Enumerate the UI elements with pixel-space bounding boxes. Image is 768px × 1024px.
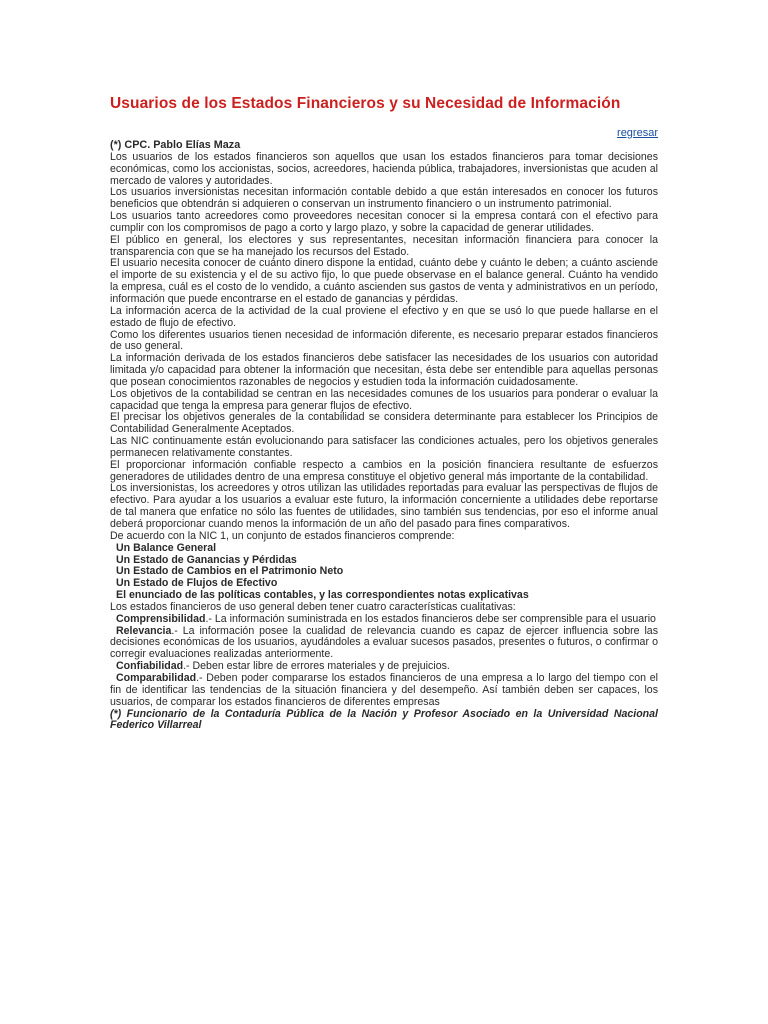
characteristic-term: Confiabilidad bbox=[116, 660, 184, 673]
paragraph: Los objetivos de la contabilidad se centran en las necesidades comunes de los usuarios para ponderar o evaluar la capacidad que tenga la empresa para generar flujos de efectivo. bbox=[110, 387, 658, 412]
list-item: El enunciado de las políticas contables, y las correspondientes notas explicativas bbox=[116, 589, 529, 602]
paragraph: Los estados financieros de uso general deben tener cuatro características cualitativas: bbox=[110, 600, 516, 613]
article-body bbox=[110, 140, 658, 732]
paragraph: Los usuarios de los estados financieros son aquellos que usan los estados financieros para tomar decisiones económicas, como los accionistas, socios, acreedores, hacienda pública, trabajadores, inversionistas que acuden al mercado de valores y autoridades. bbox=[110, 150, 658, 187]
list-item: Un Balance General bbox=[116, 541, 217, 554]
characteristic-term: Relevancia bbox=[116, 624, 172, 637]
paragraph: Los usuarios tanto acreedores como proveedores necesitan conocer si la empresa contará con el efectivo para cumplir con los compromisos de pago a corto y largo plazo, y sobre la capacidad de generar utilidades. bbox=[110, 210, 658, 234]
author-line: (*) CPC. Pablo Elías Maza bbox=[110, 139, 241, 151]
paragraph: Los usuarios inversionistas necesitan información contable debido a que están interesados en conocer los futuros beneficios que obtendrán si adquieren o conservan un instrumento financiero o un instrumento patrimonial. bbox=[110, 186, 658, 211]
paragraph: El proporcionar información confiable respecto a cambios en la posición financiera resultante de esfuerzos generadores de utilidades dentro de una empresa constituye el objetivo general más importante de la contabilidad. bbox=[110, 458, 658, 483]
characteristic-text: .- La información suministrada en los estados financieros debe ser comprensible para el usuario bbox=[205, 612, 656, 625]
characteristic-term: Comparabilidad bbox=[116, 671, 197, 684]
characteristic-text: .- La información posee la cualidad de relevancia cuando es capaz de ejercer influencia sobre las decisiones económicas de los usuarios, ayudándoles a evaluar sucesos pasados, presentes o futuros, o confirmar o corregir evaluaciones realizadas anteriormente. bbox=[110, 624, 658, 661]
list-item: Un Estado de Ganancias y Pérdidas bbox=[116, 553, 297, 566]
paragraph: De acuerdo con la NIC 1, un conjunto de estados financieros comprende: bbox=[110, 529, 455, 542]
paragraph: La información acerca de la actividad de la cual proviene el efectivo y en que se usó lo que puede hallarse en el estado de flujo de efectivo. bbox=[110, 304, 658, 329]
paragraph: El usuario necesita conocer de cuánto dinero dispone la entidad, cuánto debe y cuánto le deben; a cuánto asciende el importe de su existencia y el de su activo fijo, lo que puede observase en el balance general. Cuánto ha vendido la empresa, cuál es el costo de lo vendido, a cuánto ascienden sus gastos de venta y administrativos en un período, información que puede encontrarse en el estado de ganancias y pérdidas. bbox=[110, 257, 658, 305]
list-item: Un Estado de Cambios en el Patrimonio Neto bbox=[116, 565, 344, 578]
characteristic-text: .- Deben estar libre de errores materiales y de prejuicios. bbox=[183, 660, 450, 673]
paragraph: El público en general, los electores y sus representantes, necesitan información financiera para conocer la transparencia con que se ha manejado los recursos del Estado. bbox=[110, 233, 658, 258]
paragraph: El precisar los objetivos generales de la contabilidad se considera determinante para establecer los Principios de Contabilidad Generalmente Aceptados. bbox=[110, 411, 658, 436]
paragraph: La información derivada de los estados financieros debe satisfacer las necesidades de los usuarios con autoridad limitada y/o capacidad para obtener la información que necesitan, ésta debe ser entendible para aquellas personas que posean conocimientos razonables de negocios y estudien toda la información cuidadosamente. bbox=[110, 352, 658, 388]
paragraph: Las NIC continuamente están evolucionando para satisfacer las condiciones actuales, pero los objetivos generales permanecen relativamente constantes. bbox=[110, 435, 658, 459]
page-title: Usuarios de los Estados Financieros y su Necesidad de Información bbox=[110, 95, 621, 112]
characteristic-term: Comprensibilidad bbox=[116, 612, 206, 625]
paragraph: Los inversionistas, los acreedores y otros utilizan las utilidades reportadas para evaluar las perspectivas de flujos de efectivo. Para ayudar a los usuarios a evaluar este futuro, la información concerniente a utilidades debe reportarse de tal manera que enfatice no sólo las fuentes de utilidades, sino también sus tendencias, por eso el informe anual deberá proporcionar cuando menos la información de un año del pasado para fines comparativos. bbox=[110, 482, 658, 530]
characteristic-item bbox=[110, 626, 658, 662]
characteristic-text: .- Deben poder compararse los estados financieros de una empresa a lo largo del tiempo con el fin de identificar las tendencias de la situación financiera y del desempeño. Así también deben ser capaces, los usuarios, de comparar los estados financieros de diferentes empresas bbox=[110, 671, 658, 708]
back-link[interactable]: regresar bbox=[617, 127, 658, 139]
list-item: Un Estado de Flujos de Efectivo bbox=[116, 577, 278, 590]
footnote: (*) Funcionario de la Contaduría Pública de la Nación y Profesor Asociado en la Universidad Nacional Federico Villarreal bbox=[110, 707, 658, 732]
characteristic-item bbox=[110, 673, 658, 709]
paragraph: Como los diferentes usuarios tienen necesidad de información diferente, es necesario preparar estados financieros de uso general. bbox=[110, 328, 658, 353]
